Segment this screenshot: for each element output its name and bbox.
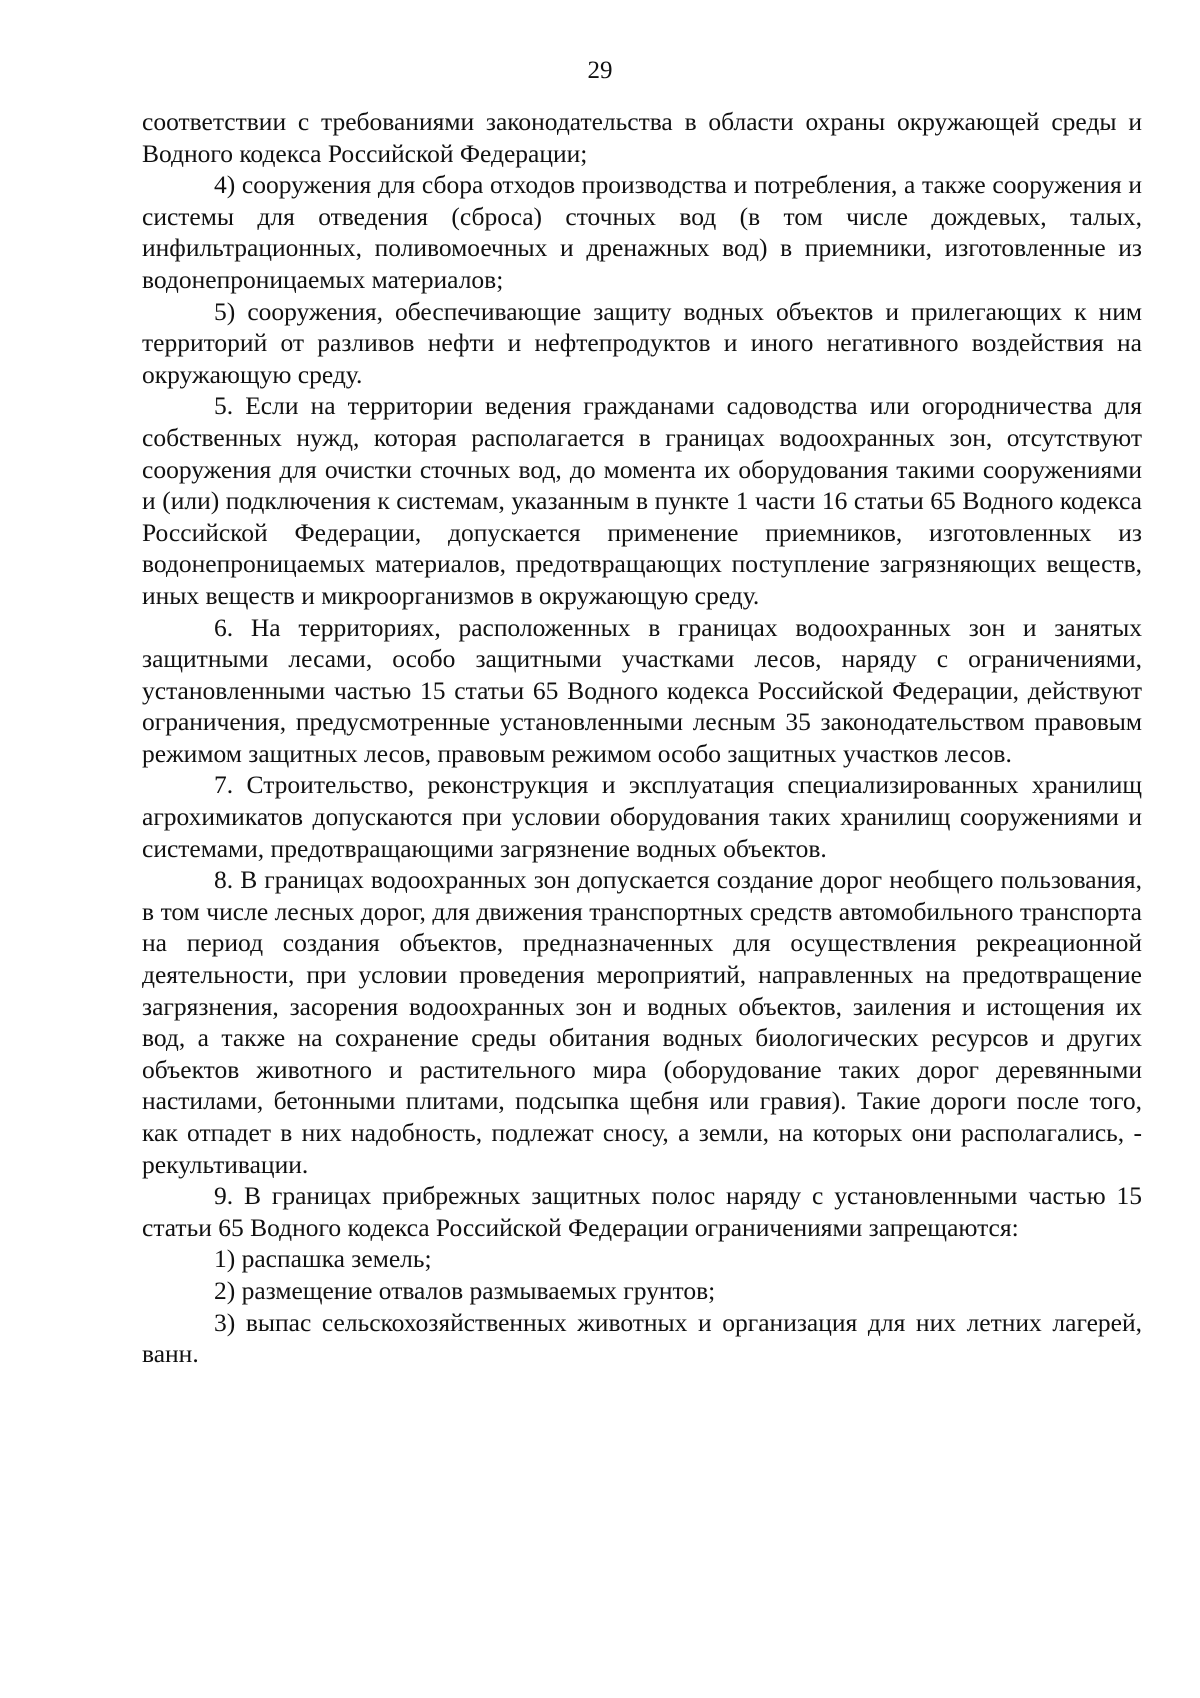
paragraph: 1) распашка земель; — [214, 1244, 432, 1274]
paragraph: 6. На территориях, расположенных в границах водоохранных зон и занятых защитными лесами, особо защитными участками лесов, наряду с ограничениями, установленными частью 15 статьи 65 Водного кодекса Российской Федерации, действуют ограничения, предусмотренные установленными лесным 35 законодательством правовым режимом защитных лесов, правовым режимом особо защитных участков лесов. — [142, 612, 1142, 768]
paragraph: 3) выпас сельскохозяйственных животных и организация для них летних лагерей, ванн. — [142, 1307, 1142, 1369]
paragraph: 7. Строительство, реконструкция и эксплуатация специализированных хранилищ агрохимикатов допускаются при условии оборудования таких хранилищ сооружениями и системами, предотвращающими загрязнение водных объектов. — [142, 770, 1142, 863]
paragraph: 4) сооружения для сбора отходов производства и потребления, а также сооружения и системы для отведения (сброса) сточных вод (в том числе дождевых, талых, инфильтрационных, поливомоечных и дренажных вод) в приемники, изготовленные из водонепроницаемых материалов; — [142, 170, 1142, 294]
paragraph: соответствии с требованиями законодательства в области охраны окружающей среды и Водного кодекса Российской Федерации; — [142, 107, 1142, 168]
page-number: 29 — [587, 57, 613, 84]
document-body — [142, 106, 1142, 1370]
paragraph: 2) размещение отвалов размываемых грунтов; — [214, 1275, 716, 1305]
paragraph: 8. В границах водоохранных зон допускается создание дорог необщего пользования, в том числе лесных дорог, для движения транспортных средств автомобильного транспорта на период создания объектов, предназначенных для осуществления рекреационной деятельности, при условии проведения мероприятий, направленных на предотвращение загрязнения, засорения водоохранных зон и водных объектов, заиления и истощения их вод, а также на сохранение среды обитания водных биологических ресурсов и других объектов животного и растительного мира (оборудование таких дорог деревянными настилами, бетонными плитами, подсыпка щебня или гравия). Такие дороги после того, как отпадет в них надобность, подлежат сносу, а земли, на которых они располагались, - рекультивации. — [142, 865, 1142, 1179]
paragraph: 9. В границах прибрежных защитных полос наряду с установленными частью 15 статьи 65 Водного кодекса Российской Федерации ограничениями запрещаются: — [142, 1181, 1142, 1242]
paragraph: 5) сооружения, обеспечивающие защиту водных объектов и прилегающих к ним территорий от разливов нефти и нефтепродуктов и иного негативного воздействия на окружающую среду. — [142, 296, 1142, 389]
paragraph: 5. Если на территории ведения гражданами садоводства или огородничества для собственных нужд, которая располагается в границах водоохранных зон, отсутствуют сооружения для очистки сточных вод, до момента их оборудования такими сооружениями и (или) подключения к системам, указанным в пункте 1 части 16 статьи 65 Водного кодекса Российской Федерации, допускается применение приемников, изготовленных из водонепроницаемых материалов, предотвращающих поступление загрязняющих веществ, иных веществ и микроорганизмов в окружающую среду. — [142, 391, 1142, 610]
